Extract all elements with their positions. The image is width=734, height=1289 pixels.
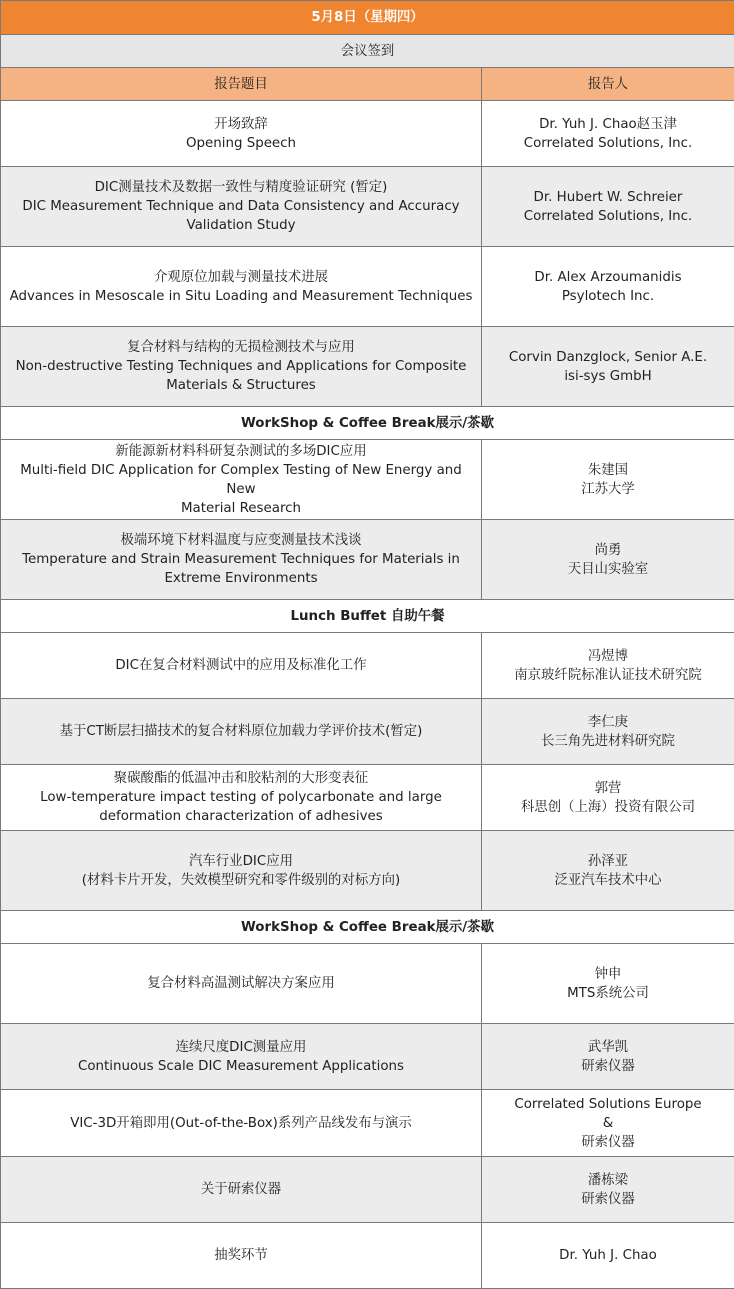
text-line: Opening Speech bbox=[185, 135, 297, 151]
date-row bbox=[1, 1, 734, 35]
session-row bbox=[1, 1157, 734, 1223]
text-line: 汽车行业DIC应用 bbox=[189, 853, 293, 869]
speaker-cell bbox=[482, 247, 734, 327]
session-row bbox=[1, 101, 734, 167]
topic-cell bbox=[1, 1223, 482, 1289]
text-line: VIC-3D开箱即用(Out-of-the-Box)系列产品线发布与演示 bbox=[70, 1115, 412, 1131]
text-line: 天目山实验室 bbox=[567, 561, 649, 577]
speaker-cell bbox=[482, 101, 734, 167]
text-line: Corvin Danzglock, Senior A.E. bbox=[508, 349, 708, 365]
text-line: Correlated Solutions, Inc. bbox=[523, 135, 693, 151]
text-line: 冯煜博 bbox=[587, 648, 629, 664]
text-line: 介观原位加载与测量技术进展 bbox=[153, 269, 329, 285]
text-line: Psylotech Inc. bbox=[561, 288, 655, 304]
session-row bbox=[1, 699, 734, 765]
session-row bbox=[1, 440, 734, 520]
break-cell: WorkShop & Coffee Break展示/茶歇 bbox=[1, 911, 734, 944]
text-line: Advances in Mesoscale in Situ Loading and Measurement Techniques bbox=[9, 288, 473, 304]
text-line: Multi-field DIC Application for Complex Testing of New Energy and New bbox=[20, 462, 462, 497]
text-line: Extreme Environments bbox=[164, 571, 318, 586]
topic-cell bbox=[1, 167, 482, 247]
break-cell: WorkShop & Coffee Break展示/茶歇 bbox=[1, 407, 734, 440]
text-line: 江苏大学 bbox=[581, 481, 635, 497]
text-line: Correlated Solutions Europe bbox=[514, 1096, 702, 1112]
speaker-cell bbox=[482, 520, 734, 600]
session-row bbox=[1, 1024, 734, 1090]
session-row bbox=[1, 765, 734, 831]
text-line: 研索仪器 bbox=[581, 1134, 635, 1150]
session-row bbox=[1, 327, 734, 407]
text-line: 郭营 bbox=[594, 780, 622, 796]
text-line: MTS系统公司 bbox=[567, 985, 649, 1001]
text-line: 抽奖环节 bbox=[214, 1248, 268, 1263]
text-line: 科思创（上海）投资有限公司 bbox=[520, 799, 696, 815]
date-title: 5月8日（星期四） bbox=[1, 1, 734, 35]
text-line: 长三角先进材料研究院 bbox=[541, 733, 675, 749]
session-row bbox=[1, 1090, 734, 1157]
topic-cell bbox=[1, 247, 482, 327]
text-line: Materials & Structures bbox=[166, 378, 316, 393]
topic-cell bbox=[1, 699, 482, 765]
speaker-cell bbox=[482, 1223, 734, 1289]
session-row bbox=[1, 831, 734, 911]
topic-cell bbox=[1, 520, 482, 600]
header-topic: 报告题目 bbox=[1, 68, 482, 101]
break-cell: Lunch Buffet 自助午餐 bbox=[1, 600, 734, 633]
text-line: 泛亚汽车技术中心 bbox=[554, 872, 662, 888]
text-line: 研索仪器 bbox=[581, 1191, 635, 1207]
header-speaker: 报告人 bbox=[482, 68, 734, 101]
text-line: 南京玻纤院标准认证技术研究院 bbox=[514, 667, 702, 683]
text-line: Dr. Yuh J. Chao bbox=[559, 1248, 657, 1263]
speaker-cell bbox=[482, 944, 734, 1024]
signin-row bbox=[1, 35, 734, 68]
text-line: Non-destructive Testing Techniques and Applications for Composite bbox=[15, 359, 467, 374]
topic-cell bbox=[1, 765, 482, 831]
speaker-cell bbox=[482, 831, 734, 911]
text-line: DIC测量技术及数据一致性与精度验证研究 (暂定) bbox=[94, 180, 388, 195]
text-line: 新能源新材料科研复杂测试的多场DIC应用 bbox=[115, 443, 367, 459]
text-line: 关于研索仪器 bbox=[200, 1182, 282, 1197]
signin-cell: 会议签到 bbox=[1, 35, 734, 68]
session-row bbox=[1, 944, 734, 1024]
text-line: deformation characterization of adhesives bbox=[99, 809, 383, 824]
text-line: 尚勇 bbox=[594, 542, 622, 558]
text-line: DIC Measurement Technique and Data Consistency and Accuracy bbox=[22, 199, 460, 214]
session-row bbox=[1, 167, 734, 247]
session-row bbox=[1, 247, 734, 327]
text-line: 极端环境下材料温度与应变测量技术浅谈 bbox=[120, 533, 362, 548]
text-line: 潘栋梁 bbox=[587, 1172, 629, 1188]
session-row bbox=[1, 633, 734, 699]
text-line: Material Research bbox=[180, 500, 302, 516]
topic-cell bbox=[1, 1157, 482, 1223]
text-line: isi-sys GmbH bbox=[564, 368, 652, 384]
text-line: 孙泽亚 bbox=[587, 853, 629, 869]
text-line: 研索仪器 bbox=[581, 1058, 635, 1074]
topic-cell bbox=[1, 1024, 482, 1090]
break-row bbox=[1, 600, 734, 633]
text-line: 李仁庚 bbox=[587, 714, 629, 730]
text-line: (材料卡片开发，失效模型研究和零件级别的对标方向) bbox=[81, 872, 401, 888]
session-row bbox=[1, 1223, 734, 1289]
speaker-cell bbox=[482, 1090, 734, 1157]
text-line: & bbox=[602, 1115, 614, 1131]
text-line: Validation Study bbox=[186, 218, 296, 233]
speaker-cell bbox=[482, 167, 734, 247]
text-line: 复合材料高温测试解决方案应用 bbox=[147, 976, 335, 991]
text-line: 连续尺度DIC测量应用 bbox=[175, 1039, 307, 1055]
speaker-cell bbox=[482, 327, 734, 407]
speaker-cell bbox=[482, 440, 734, 520]
text-line: 朱建国 bbox=[587, 462, 629, 478]
text-line: 武华凯 bbox=[587, 1039, 629, 1055]
text-line: Dr. Hubert W. Schreier bbox=[533, 189, 683, 205]
topic-cell bbox=[1, 327, 482, 407]
text-line: Dr. Alex Arzoumanidis bbox=[534, 269, 682, 285]
speaker-cell bbox=[482, 1157, 734, 1223]
topic-cell bbox=[1, 1090, 482, 1157]
topic-cell bbox=[1, 633, 482, 699]
session-row bbox=[1, 520, 734, 600]
speaker-cell bbox=[482, 765, 734, 831]
topic-cell bbox=[1, 944, 482, 1024]
speaker-cell bbox=[482, 633, 734, 699]
text-line: Dr. Yuh J. Chao赵玉津 bbox=[539, 116, 677, 132]
speaker-cell bbox=[482, 1024, 734, 1090]
text-line: 聚碳酸酯的低温冲击和胶粘剂的大形变表征 bbox=[113, 771, 369, 786]
text-line: 开场致辞 bbox=[214, 116, 268, 132]
text-line: Correlated Solutions, Inc. bbox=[523, 208, 693, 224]
topic-cell bbox=[1, 101, 482, 167]
text-line: 基于CT断层扫描技术的复合材料原位加载力学评价技术(暂定) bbox=[59, 724, 423, 739]
text-line: DIC在复合材料测试中的应用及标准化工作 bbox=[115, 658, 367, 673]
text-line: Temperature and Strain Measurement Techniques for Materials in bbox=[22, 552, 460, 567]
text-line: Low-temperature impact testing of polycarbonate and large bbox=[40, 790, 442, 805]
break-row bbox=[1, 911, 734, 944]
speaker-cell bbox=[482, 699, 734, 765]
text-line: 复合材料与结构的无损检测技术与应用 bbox=[127, 340, 355, 355]
topic-cell bbox=[1, 440, 482, 520]
header-row bbox=[1, 68, 734, 101]
text-line: 钟申 bbox=[594, 966, 622, 982]
break-row bbox=[1, 407, 734, 440]
text-line: Continuous Scale DIC Measurement Applications bbox=[77, 1058, 405, 1074]
topic-cell bbox=[1, 831, 482, 911]
